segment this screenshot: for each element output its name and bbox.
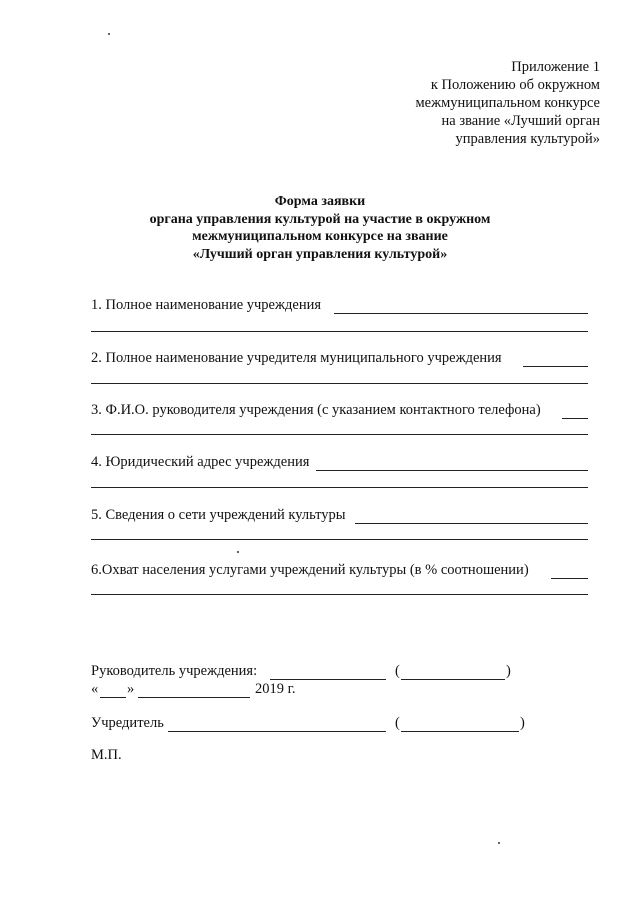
founder-name-line[interactable] [401, 731, 519, 732]
head-name-line[interactable] [401, 679, 505, 680]
item-label: 6.Охват населения услугами учреждений культуры (в % соотношении) [91, 562, 529, 578]
form-item-director-name [91, 401, 541, 419]
scan-speck [108, 33, 110, 35]
appendix-line: к Положению об окружном [430, 77, 600, 93]
fill-line[interactable] [91, 434, 588, 435]
appendix-header [415, 58, 600, 148]
close-paren: ) [520, 715, 525, 731]
scan-speck [498, 842, 500, 844]
title-line: Форма заявки [274, 194, 366, 209]
open-paren: ( [395, 715, 400, 731]
item-label: 3. Ф.И.О. руководителя учреждения (с указанием контактного телефона) [91, 402, 541, 418]
date-month-line[interactable] [138, 697, 250, 698]
fill-line[interactable] [523, 366, 588, 367]
founder-signature-line[interactable] [168, 731, 386, 732]
form-item-founder-name [91, 349, 502, 367]
head-label: Руководитель учреждения: [91, 663, 258, 679]
title-line: органа управления культурой на участие в окружном [149, 211, 491, 227]
appendix-line: на звание «Лучший орган [441, 113, 600, 129]
fill-line[interactable] [316, 470, 588, 471]
scan-speck [237, 551, 239, 553]
fill-line[interactable] [91, 594, 588, 595]
head-signature-row [91, 662, 257, 680]
appendix-line: Приложение 1 [511, 59, 600, 75]
form-item-population-coverage [91, 561, 529, 579]
fill-line[interactable] [334, 313, 588, 314]
form-item-institution-name [91, 296, 321, 314]
fill-line[interactable] [91, 383, 588, 384]
date-year: 2019 г. [255, 681, 296, 697]
founder-label: Учредитель [91, 715, 164, 731]
item-label: 1. Полное наименование учреждения [91, 297, 322, 313]
title-line: «Лучший орган управления культурой» [192, 246, 448, 262]
fill-line[interactable] [91, 331, 588, 332]
open-paren: ( [395, 663, 400, 679]
form-title [0, 193, 640, 263]
form-item-culture-network [91, 506, 346, 524]
form-item-legal-address [91, 453, 309, 471]
date-close-quote: » [127, 681, 135, 697]
appendix-line: управления культурой» [455, 131, 600, 147]
fill-line[interactable] [551, 578, 588, 579]
item-label: 4. Юридический адрес учреждения [91, 454, 310, 470]
fill-line[interactable] [91, 539, 588, 540]
item-label: 5. Сведения о сети учреждений культуры [91, 507, 346, 523]
seal-placeholder: М.П. [91, 747, 122, 763]
date-day-line[interactable] [100, 697, 126, 698]
fill-line[interactable] [562, 418, 588, 419]
fill-line[interactable] [355, 523, 588, 524]
date-open-quote: « [91, 681, 99, 697]
item-label: 2. Полное наименование учредителя муниципального учреждения [91, 350, 502, 366]
appendix-line: межмуниципальном конкурсе [415, 95, 600, 111]
fill-line[interactable] [91, 487, 588, 488]
close-paren: ) [506, 663, 511, 679]
title-line: межмуниципальном конкурсе на звание [192, 229, 448, 244]
